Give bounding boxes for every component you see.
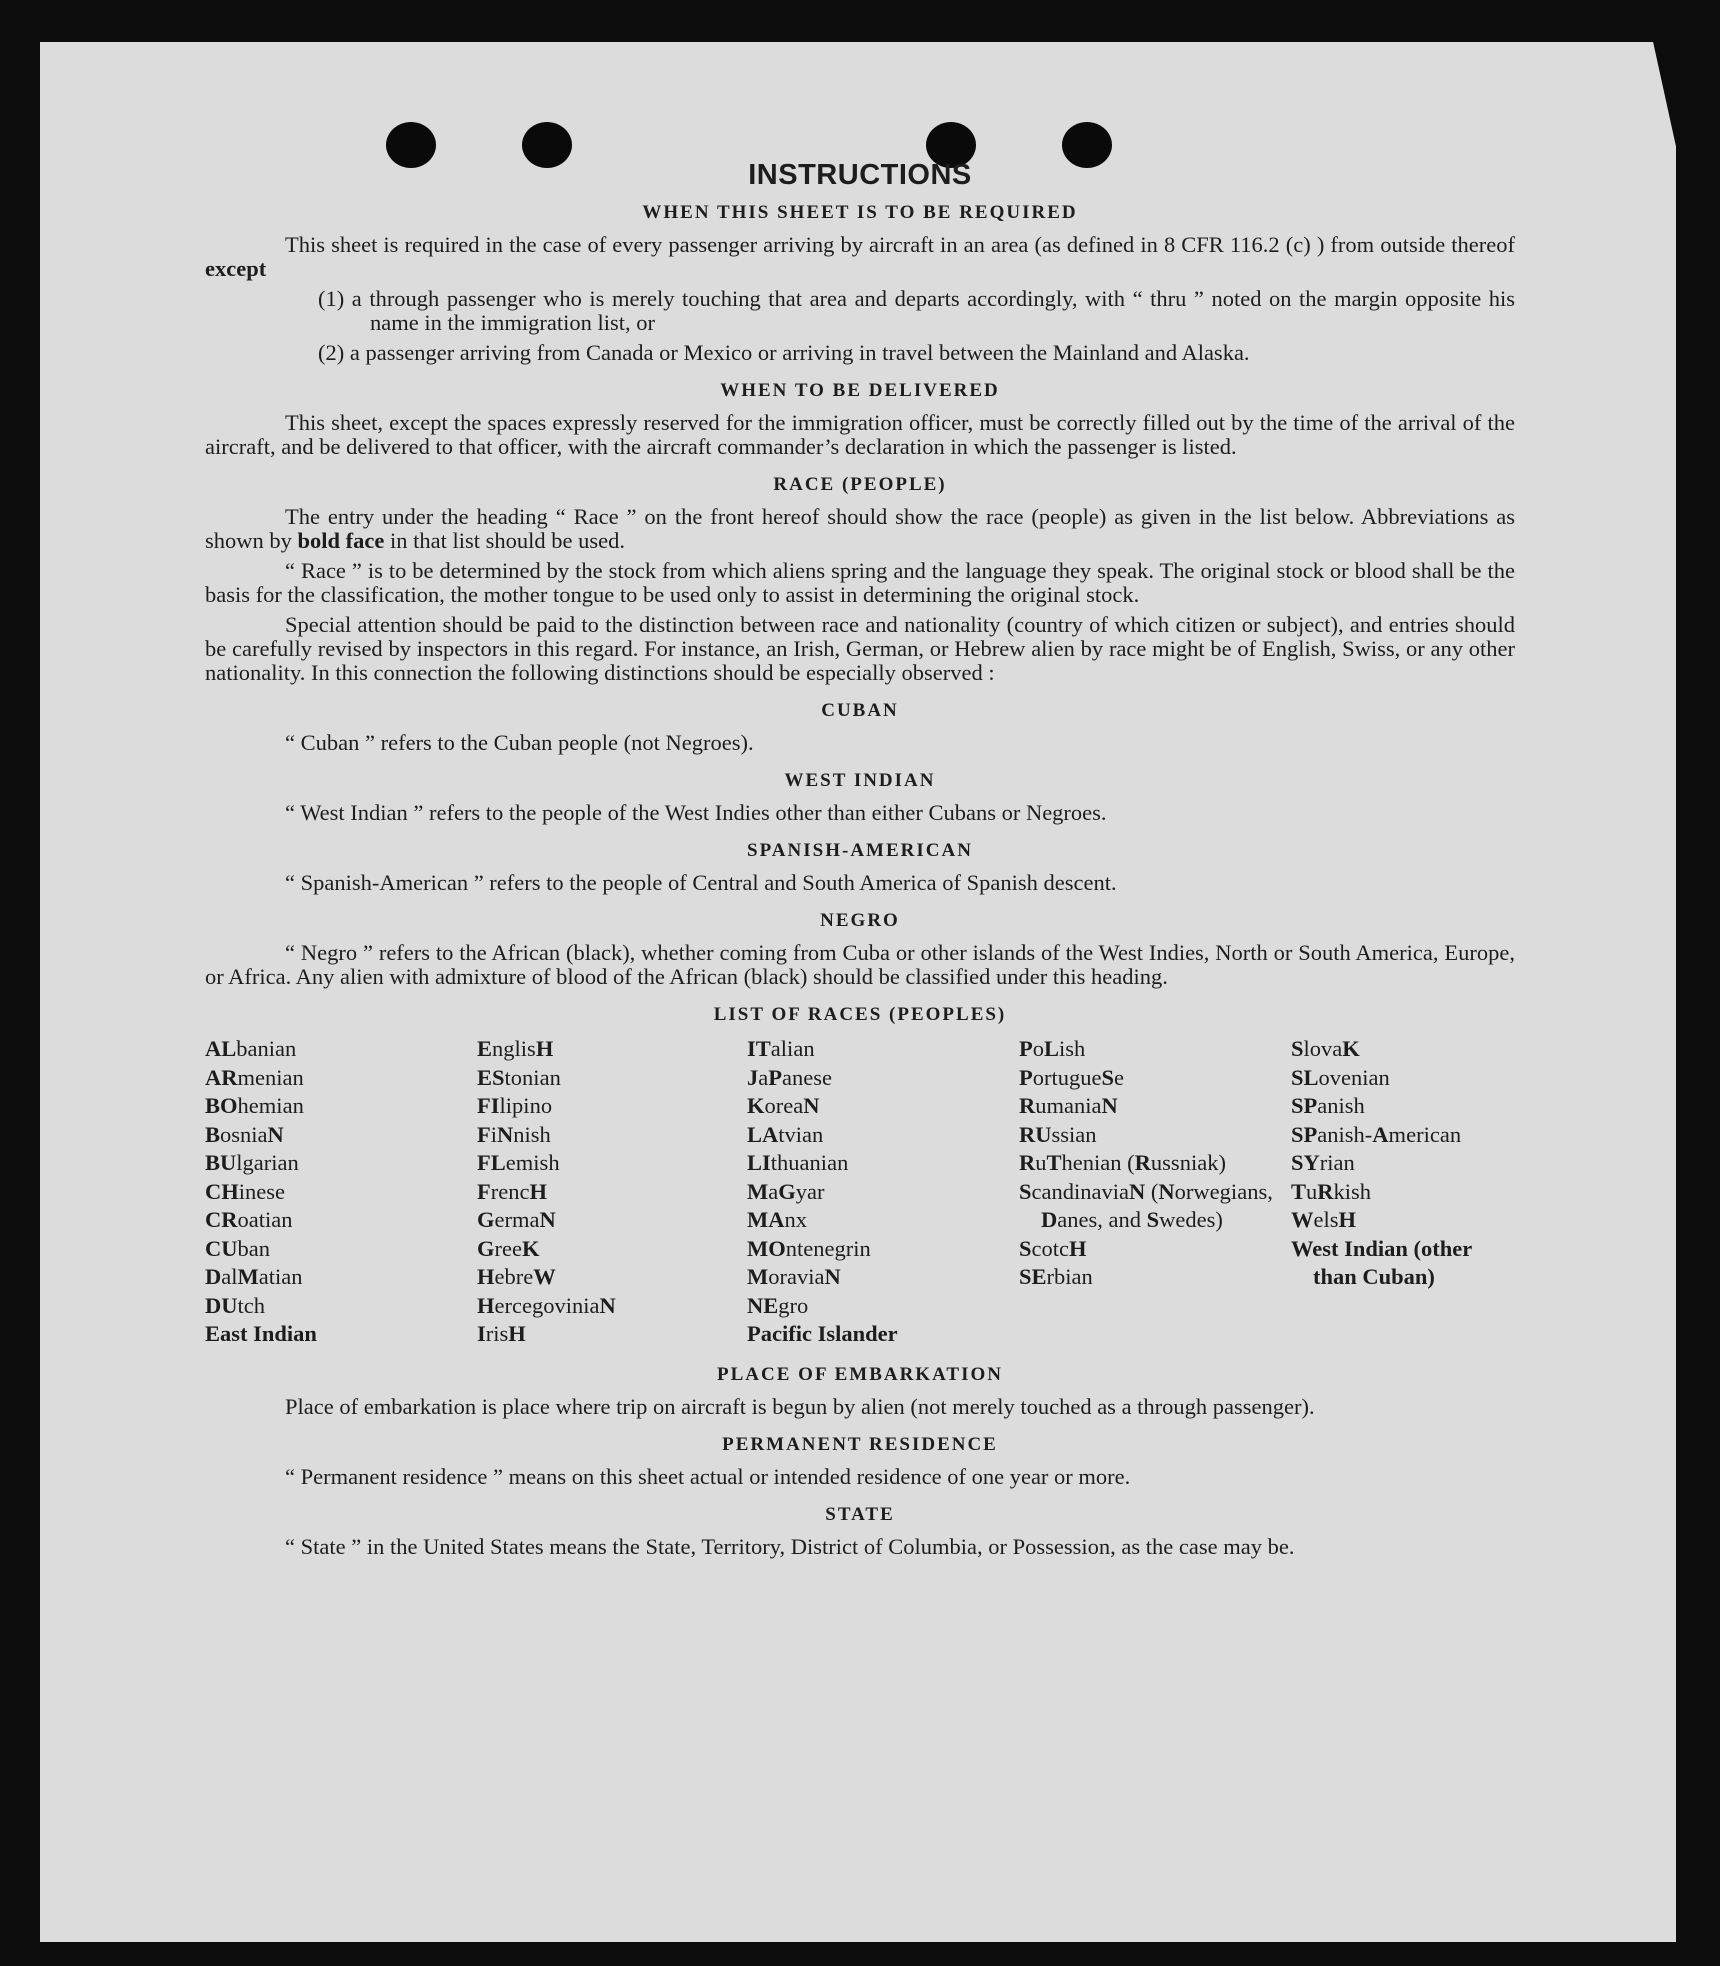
race-item: ALbanian [205,1036,297,1061]
punch-hole [386,122,436,168]
page-title: INSTRUCTIONS [748,159,972,191]
section-heading-required: WHEN THIS SHEET IS TO BE REQUIRED [642,202,1078,223]
races-column [747,1035,1019,1349]
list-item: (1) a through passenger who is merely touching that area and departs accordingly, with “ thru ” noted on the margin opposite his name in the immigration list, or [318,286,1515,335]
section-heading-west-indian: WEST INDIAN [784,770,936,791]
paragraph: “ Race ” is to be determined by the stock from which aliens spring and the language they speak. The original stock or blood shall be the basis for the classification, the mother tongue to be used only to assist in determining the original stock. [205,558,1515,607]
paragraph: “ West Indian ” refers to the people of the West Indies other than either Cubans or Negroes. [285,800,1107,825]
race-item: SYrian [1291,1150,1355,1175]
race-item: BosniaN [205,1121,284,1147]
race-item: DalMatian [205,1264,303,1289]
section-heading-embarkation: PLACE OF EMBARKATION [717,1363,1003,1385]
race-item: BUlgarian [205,1150,299,1175]
race-item: CUban [205,1235,270,1261]
race-item: RuThenian (Russniak) [1019,1150,1226,1175]
paragraph: Place of embarkation is place where trip on aircraft is begun by alien (not merely touched as a through passenger). [285,1393,1315,1419]
section-heading-spanish-american: SPANISH-AMERICAN [747,840,973,861]
paragraph-text: This sheet is required in the case of every passenger arriving by aircraft in an area (as defined in 8 CFR 116.2 (c) ) from outside thereof [285,232,1515,257]
races-column [1291,1035,1515,1349]
paragraph-text: The entry under the heading “ Race ” on the front hereof should show the race (people) as given in the list below. Abbreviations as shown by [205,504,1515,553]
race-item: PoLish [1019,1036,1086,1061]
race-item: BOhemian [205,1093,304,1118]
race-item: DUtch [205,1292,266,1318]
race-item: PortugueSe [1019,1064,1125,1090]
race-item: HebreW [477,1264,556,1289]
race-item: GreeK [477,1235,540,1261]
section-heading-permanent-residence: PERMANENT RESIDENCE [722,1433,998,1455]
race-item: ARmenian [205,1064,304,1090]
race-item: NEgro [747,1292,809,1318]
race-item: KoreaN [747,1093,820,1118]
races-column [1019,1035,1291,1349]
bold-text: bold face [297,528,385,553]
race-item: RUssian [1019,1121,1097,1147]
paragraph-text: in that list should be used. [390,528,626,553]
paragraph [205,505,1515,553]
race-item: JaPanese [747,1064,833,1090]
race-item: FLemish [477,1150,560,1175]
list-item: (2) a passenger arriving from Canada or Mexico or arriving in travel between the Mainland and Alaska. [318,340,1250,365]
race-item: MAnx [747,1207,807,1232]
punch-hole [1062,122,1112,168]
race-item: HercegoviniaN [477,1292,616,1318]
races-list [205,1035,1515,1349]
section-heading-race: RACE (PEOPLE) [773,474,947,495]
race-item: SLovenian [1291,1064,1390,1090]
instructions-content [205,159,1515,1565]
races-column [477,1035,747,1349]
section-heading-state: STATE [825,1503,895,1525]
paragraph: “ Cuban ” refers to the Cuban people (not Negroes). [285,730,754,755]
paragraph: This sheet, except the spaces expressly reserved for the immigration officer, must be correctly filled out by the time of the arrival of the aircraft, and be delivered to that officer, with the aircraft commander’s declaration in which the passenger is listed. [205,410,1515,459]
race-item: ITalian [747,1036,815,1061]
race-item: Pacific Islander [747,1321,898,1346]
race-item: FiNnish [477,1121,551,1147]
race-item: MoraviaN [747,1264,841,1289]
races-column [205,1035,477,1349]
race-item: GermaN [477,1207,556,1232]
race-item: ScandinaviaN (Norwegians, Danes, and Swedes) [1019,1178,1273,1232]
race-item: West Indian (other than Cuban) [1291,1235,1472,1289]
race-item: MOntenegrin [747,1235,871,1261]
race-item: IrisH [477,1321,526,1346]
race-item: CHinese [205,1178,286,1204]
paragraph [205,233,1515,281]
section-heading-negro: NEGRO [820,910,900,931]
section-heading-cuban: CUBAN [821,700,899,721]
section-heading-delivered: WHEN TO BE DELIVERED [720,380,1000,401]
punch-hole [522,122,572,168]
bold-text: except [205,256,267,281]
race-item: RumaniaN [1019,1093,1118,1118]
race-item: EStonian [477,1064,561,1090]
paragraph: “ State ” in the United States means the State, Territory, District of Columbia, or Possession, as the case may be. [285,1533,1295,1559]
race-item: FIlipino [477,1093,553,1118]
race-item: EnglisH [477,1036,554,1061]
race-item: ScotcH [1019,1235,1087,1261]
race-item: TuRkish [1291,1178,1372,1204]
section-heading-list-of-races: LIST OF RACES (PEOPLES) [713,1004,1007,1025]
race-item: LAtvian [747,1121,824,1147]
race-item: FrencH [477,1178,548,1204]
race-item: WelsH [1291,1207,1357,1232]
race-item: SlovaK [1291,1036,1360,1061]
race-item: SPanish-American [1291,1121,1462,1147]
race-item: SPanish [1291,1093,1365,1118]
race-item: SErbian [1019,1264,1093,1289]
paragraph: Special attention should be paid to the distinction between race and nationality (country of which citizen or subject), and entries should be carefully revised by inspectors in this regard. For instance, an Irish, German, or Hebrew alien by race might be of English, Swiss, or any other nationality. In this connection the following distinctions should be especially observed : [205,612,1515,685]
race-item: LIthuanian [747,1150,849,1175]
race-item: East Indian [205,1321,317,1346]
race-item: MaGyar [747,1178,825,1204]
paragraph: “ Negro ” refers to the African (black), whether coming from Cuba or other islands of the West Indies, North or South America, Europe, or Africa. Any alien with admixture of blood of the African (black) should be classified under this heading. [205,940,1515,989]
paragraph: “ Spanish-American ” refers to the people of Central and South America of Spanish descent. [285,870,1117,895]
paragraph: “ Permanent residence ” means on this sheet actual or intended residence of one year or more. [285,1463,1131,1489]
race-item: CRoatian [205,1207,293,1232]
